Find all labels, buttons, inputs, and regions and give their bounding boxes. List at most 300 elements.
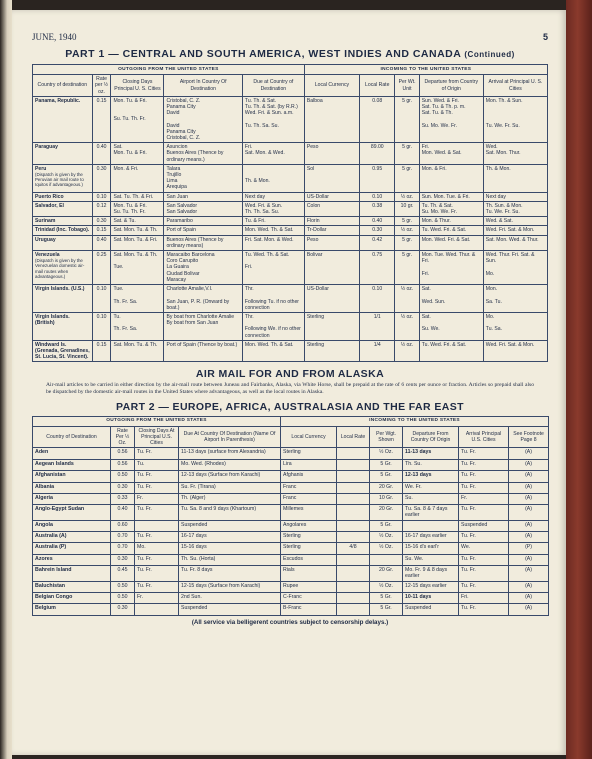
departure-cell: Mon. Tue. Wed. Thur. & Fri. Fri. (419, 251, 483, 285)
currency-cell: Franc (281, 482, 337, 493)
departure-cell: Su. (403, 493, 459, 504)
part1-continued: (Continued) (464, 50, 515, 59)
part1-title (32, 48, 548, 60)
part1-column-header: Country of destination (33, 75, 93, 97)
table-row (33, 532, 549, 543)
local-rate-cell: 1/4 (360, 340, 395, 362)
unit-cell: ½ oz. (395, 285, 419, 313)
local-rate-cell: 0.10 (360, 192, 395, 201)
page-number: 5 (542, 32, 548, 42)
table-row (33, 164, 548, 192)
unit-cell: ½ oz. (395, 226, 419, 235)
footnote-cell: (A) (509, 471, 549, 482)
arrival-cell: We. (459, 543, 509, 554)
arrival-cell: Tu. Fr. (459, 604, 509, 615)
country-cell (33, 96, 93, 142)
arrival-cell: Mon. Sa. Tu. (483, 285, 547, 313)
due-cell: 2nd Sun. (179, 593, 281, 604)
currency-cell: Peso (304, 235, 359, 250)
table-row (33, 604, 549, 615)
arrival-cell: Next day (483, 192, 547, 201)
due-cell: Tu. & Fri. (242, 217, 304, 226)
due-cell: Mon. Wed. Th. & Sat. (242, 226, 304, 235)
currency-cell: Colon (304, 201, 359, 216)
departure-cell: 15-16 d's earl'r (403, 543, 459, 554)
currency-cell: Franc (281, 493, 337, 504)
arrival-cell: Wed. & Sat. (483, 217, 547, 226)
departure-cell: Tu. Wed. Fri. & Sat. (419, 340, 483, 362)
part2-column-headers (33, 426, 549, 448)
arrival-cell: Tu. Fr. (459, 459, 509, 470)
arrival-cell: Th. & Mon. (483, 164, 547, 192)
due-cell: Th. Su. (Horta) (179, 554, 281, 565)
closing-days-cell (135, 604, 179, 615)
country-name: Uruguay (35, 236, 56, 243)
footnote-cell: (A) (509, 459, 549, 470)
departure-cell: 11-13 days (403, 448, 459, 459)
country-cell: Bahrein Island (33, 566, 111, 581)
country-cell (33, 285, 93, 313)
table-row (33, 520, 549, 531)
table-row (33, 566, 549, 581)
currency-cell: Sterling (281, 448, 337, 459)
closing-days-cell: Tu. Fr. (135, 505, 179, 520)
due-cell: Suspended (179, 604, 281, 615)
country-cell (33, 312, 93, 340)
arrival-cell: Fri. (459, 593, 509, 604)
rate-cell: 0.15 (92, 226, 111, 235)
part2-outgoing-header: OUTGOING FROM THE UNITED STATES (33, 416, 281, 426)
closing-days-cell: Sat. & Tu. (111, 217, 164, 226)
country-note: (Dispatch is given by the Peruvian air mail route to Iquitos if advantageous.) (35, 172, 84, 188)
part2-table (32, 416, 549, 616)
part2-title: PART 2 — EUROPE, AFRICA, AUSTRALASIA AND THE FAR EAST (116, 400, 464, 413)
due-cell: Suspended (179, 520, 281, 531)
due-cell: 16-17 days (179, 532, 281, 543)
closing-days-cell: Tu. (135, 459, 179, 470)
closing-days-cell: Mon. & Fri. (111, 164, 164, 192)
country-cell: Albania (33, 482, 111, 493)
departure-cell: Th. Su. (403, 459, 459, 470)
currency-cell: Angolares (281, 520, 337, 531)
footnote-cell: (A) (509, 493, 549, 504)
rate-cell: 0.12 (92, 201, 111, 216)
currency-cell: B-Franc (281, 604, 337, 615)
part2-column-header: Due At Country Of Destination (Name Of Airport In Parenthesis) (179, 426, 281, 448)
country-cell (33, 192, 93, 201)
arrival-cell: Mon. Th. & Sun. Tu. We. Fr. Su. (483, 96, 547, 142)
closing-days-cell: Tu. Fr. (135, 448, 179, 459)
local-rate-cell: 0.42 (360, 235, 395, 250)
due-cell: Thr. Following We. if no other connection (242, 312, 304, 340)
part2-column-header: Rate Per ½ Oz. (111, 426, 135, 448)
part1-column-header: Local Currency (304, 75, 359, 97)
country-name: Paraguay (35, 144, 58, 151)
book-spine (566, 0, 592, 759)
departure-cell: Sat. Wed. Sun. (419, 285, 483, 313)
due-cell: Wed. Fri. & Sun. Th. Th. Sa. Su. (242, 201, 304, 216)
local-rate-cell (337, 482, 370, 493)
arrival-cell: Tu. Fr. (459, 554, 509, 565)
currency-cell: Tr-Dollar (304, 226, 359, 235)
due-cell: Fri. Sat. Mon. & Wed. (242, 235, 304, 250)
currency-cell: Sterling (304, 312, 359, 340)
currency-cell: Florin (304, 217, 359, 226)
unit-cell: 10 Gr. (370, 493, 403, 504)
departure-cell: Tu. Wed. Fri. & Sat. (419, 226, 483, 235)
local-rate-cell (337, 554, 370, 565)
country-cell: Aegean Islands (33, 459, 111, 470)
rate-cell: 0.70 (111, 543, 135, 554)
closing-days-cell: Sat. Mon. Tu. & Th. (111, 340, 164, 362)
country-cell (33, 251, 93, 285)
table-row (33, 554, 549, 565)
due-cell: Th. (Alger) (179, 493, 281, 504)
country-cell: Angola (33, 520, 111, 531)
part2-incoming-header: INCOMING TO THE UNITED STATES (281, 416, 549, 426)
table-row (33, 251, 548, 285)
closing-days-cell: Mon. Tu. & Fri. Su. Tu. Th. Fr. (111, 96, 164, 142)
local-rate-cell (337, 448, 370, 459)
country-cell: Australia (P) (33, 543, 111, 554)
currency-cell: Peso (304, 143, 359, 165)
local-rate-cell (337, 505, 370, 520)
part1-column-header: Airport In Country Of Destination (164, 75, 242, 97)
airport-cell: Asuncion Buenos Aires (Thence by ordinary means.) (164, 143, 242, 165)
country-cell (33, 235, 93, 250)
country-name: Windward Is. (Grenada, Grenadines, St. Lucia, St. Vincent). (35, 341, 90, 361)
local-rate-cell: 89.00 (360, 143, 395, 165)
page-date: JUNE, 1940 (32, 32, 77, 42)
rate-cell: 0.45 (111, 566, 135, 581)
closing-days-cell: Tue. Th. Fr. Sa. (111, 285, 164, 313)
due-cell: Tu. Wed. Th. & Sat. Fri. (242, 251, 304, 285)
table-row (33, 217, 548, 226)
due-cell: Mon. Wed. Th. & Sat. (242, 340, 304, 362)
country-name: Virgin Islands. (British) (35, 313, 70, 327)
closing-days-cell: Sat. Mon. Tu. & Fri. (111, 143, 164, 165)
censorship-footnote: (All service via belligerent countries subject to censorship delays.) (191, 618, 389, 626)
closing-days-cell: Tu. Fr. (135, 532, 179, 543)
part1-column-header: Rate per ½ oz. (92, 75, 111, 97)
local-rate-cell: 1/1 (360, 312, 395, 340)
airport-cell: By boat from Charlotte Amalie By boat from San Juan (164, 312, 242, 340)
table-row (33, 459, 549, 470)
arrival-cell: Wed. Sat. Mon. Thur. (483, 143, 547, 165)
part2-column-header: See Footnote Page 8 (509, 426, 549, 448)
footnote-cell: (P) (509, 543, 549, 554)
unit-cell: 10 gr. (395, 201, 419, 216)
rate-cell: 0.50 (111, 471, 135, 482)
country-cell: Aden (33, 448, 111, 459)
rate-cell: 0.40 (92, 235, 111, 250)
table-row (33, 192, 548, 201)
country-cell (33, 340, 93, 362)
country-name: Virgin Islands. (U.S.) (35, 286, 85, 293)
unit-cell: ½ oz. (395, 192, 419, 201)
due-cell: 12-13 days (Surface from Karachi) (179, 471, 281, 482)
local-rate-cell: 0.38 (360, 201, 395, 216)
closing-days-cell: Tu. Fr. (135, 581, 179, 592)
airport-cell: Talara Trujillo Lima Arequipa (164, 164, 242, 192)
footnote-cell: (A) (509, 566, 549, 581)
airport-cell: Charlotte Amalie,V.I. San Juan, P. R. (Onward by boat.) (164, 285, 242, 313)
rate-cell: 0.10 (92, 192, 111, 201)
arrival-cell: Tu. Fr. (459, 471, 509, 482)
currency-cell: Afghanis (281, 471, 337, 482)
currency-cell: Lira (281, 459, 337, 470)
country-cell (33, 143, 93, 165)
arrival-cell: Th. Sun. & Mon. Tu. We. Fr. Su. (483, 201, 547, 216)
unit-cell: 5 Gr. (370, 471, 403, 482)
country-cell (33, 217, 93, 226)
due-cell: Tu. Sa. 8 and 9 days (Khartoum) (179, 505, 281, 520)
table-row (33, 471, 549, 482)
country-name: Salvador, El (35, 202, 64, 209)
country-cell: Afghanistan (33, 471, 111, 482)
closing-days-cell: Tu. Fr. (135, 471, 179, 482)
closing-days-cell: Tu. Fr. (135, 482, 179, 493)
closing-days-cell: Fr. (135, 493, 179, 504)
unit-cell: 5 gr. (395, 164, 419, 192)
rate-cell: 0.40 (111, 505, 135, 520)
footnote-cell: (A) (509, 554, 549, 565)
departure-cell: 12-15 days earlier (403, 581, 459, 592)
departure-cell: Tu. Th. & Sat. Su. Mo. We. Fr. (419, 201, 483, 216)
table-row (33, 235, 548, 250)
currency-cell: Sterling (281, 532, 337, 543)
departure-cell: Sun. Mon. Tue. & Fri. (419, 192, 483, 201)
closing-days-cell: Sat. Mon. Tu. & Fri. (111, 235, 164, 250)
arrival-cell: Wed. Fri. Sat. & Mon. (483, 226, 547, 235)
departure-cell: 10-11 days (403, 593, 459, 604)
departure-cell: Mon. & Thur. (419, 217, 483, 226)
departure-cell: Sat. Su. We. (419, 312, 483, 340)
table-row (33, 226, 548, 235)
part1-column-headers (33, 75, 548, 97)
unit-cell: 5 gr. (395, 217, 419, 226)
alaska-text: Air-mail articles to be carried in either direction by the air-mail route between Juneau and Fairbanks, Alaska, via White Horse, shall be prepaid at the rate of 6 cents per ounce or fraction. Articles so prepaid shall also be dispatched by the domestic air-mail routes in the United States where advantageous, as well as the local routes in Alaska. (46, 382, 534, 395)
currency-cell: Balboa (304, 96, 359, 142)
rate-cell: 0.30 (111, 482, 135, 493)
departure-cell (403, 520, 459, 531)
part2-rows (33, 448, 549, 616)
table-row (33, 201, 548, 216)
currency-cell: Sterling (304, 340, 359, 362)
country-cell: Australia (A) (33, 532, 111, 543)
rate-cell: 0.30 (92, 164, 111, 192)
local-rate-cell (337, 459, 370, 470)
part2-column-header: Country of Destination (33, 426, 111, 448)
country-cell: Baluchistan (33, 581, 111, 592)
airport-cell: Maracaibo Barcelona Coro Carupito La Guaira Ciudad Bolivar Maracay (164, 251, 242, 285)
part1-column-header: Closing Days Principal U. S. Cities (111, 75, 164, 97)
rate-cell: 0.15 (92, 340, 111, 362)
table-row (33, 482, 549, 493)
departure-cell: Suspended (403, 604, 459, 615)
binding-left-edge (0, 0, 12, 759)
country-name: Surinam (35, 218, 56, 225)
local-rate-cell (337, 604, 370, 615)
due-cell: Next day (242, 192, 304, 201)
table-row (33, 505, 549, 520)
local-rate-cell: 0.08 (360, 96, 395, 142)
country-cell: Belgian Congo (33, 593, 111, 604)
footnote-cell: (A) (509, 448, 549, 459)
unit-cell: ½ Oz. (370, 581, 403, 592)
part1-table (32, 64, 548, 362)
part2-column-header: Closing Days At Principal U.S. Cities (135, 426, 179, 448)
part1-rows (33, 96, 548, 362)
rate-cell: 0.50 (111, 593, 135, 604)
table-row (33, 493, 549, 504)
country-cell: Belgium (33, 604, 111, 615)
departure-cell: 16-17 days earlier (403, 532, 459, 543)
rate-cell: 0.30 (92, 217, 111, 226)
rate-cell: 0.30 (111, 604, 135, 615)
part2-column-header: Local Currency (281, 426, 337, 448)
due-cell: Fri. Sat. Mon. & Wed. (242, 143, 304, 165)
country-cell: Azores (33, 554, 111, 565)
currency-cell: C-Franc (281, 593, 337, 604)
unit-cell (370, 554, 403, 565)
local-rate-cell (337, 566, 370, 581)
country-cell (33, 164, 93, 192)
due-cell: Thr. Following Tu. if no other connection (242, 285, 304, 313)
currency-cell: US-Dollar (304, 192, 359, 201)
arrival-cell: Tu. Fr. (459, 482, 509, 493)
footnote-cell: (A) (509, 532, 549, 543)
arrival-cell: Tu. Fr. (459, 566, 509, 581)
local-rate-cell (337, 520, 370, 531)
part2-column-header: Arrival Principal U.S. Cities (459, 426, 509, 448)
footnote-cell: (A) (509, 482, 549, 493)
arrival-cell: Fr. (459, 493, 509, 504)
table-row (33, 448, 549, 459)
local-rate-cell: 0.10 (360, 285, 395, 313)
arrival-cell: Sat. Mon. Wed. & Thur. (483, 235, 547, 250)
unit-cell: ½ Oz. (370, 448, 403, 459)
currency-cell: Millemes (281, 505, 337, 520)
departure-cell: Mo. Fr. 9 & 8 days earlier (403, 566, 459, 581)
country-name: Peru (35, 165, 47, 172)
local-rate-cell (337, 532, 370, 543)
part1-title-text: PART 1 — CENTRAL AND SOUTH AMERICA, WEST INDIES AND CANADA (65, 48, 461, 60)
rate-cell: 0.56 (111, 448, 135, 459)
country-name: Trinidad (Inc. Tobago). (35, 227, 90, 234)
local-rate-cell: 0.30 (360, 226, 395, 235)
part1-column-header: Arrival at Principal U. S. Cities (483, 75, 547, 97)
table-row (33, 143, 548, 165)
rate-cell: 0.25 (92, 251, 111, 285)
unit-cell: ½ oz. (395, 312, 419, 340)
unit-cell: 5 Gr. (370, 593, 403, 604)
arrival-cell: Suspended (459, 520, 509, 531)
due-cell: Mo. Wed. (Rhodes) (179, 459, 281, 470)
closing-days-cell: Mo. (135, 543, 179, 554)
airport-cell: Buenos Aires (Thence by ordinary means) (164, 235, 242, 250)
closing-days-cell: Tu. Th. Fr. Sa. (111, 312, 164, 340)
table-row (33, 285, 548, 313)
rate-cell: 0.15 (92, 96, 111, 142)
departure-cell: Mon. & Fri. (419, 164, 483, 192)
table-row (33, 96, 548, 142)
due-cell: Su. Fr. (Tirana) (179, 482, 281, 493)
airport-cell: San Juan (164, 192, 242, 201)
table-row (33, 312, 548, 340)
part1-column-header: Departure from Country of Origin (419, 75, 483, 97)
unit-cell: 5 gr. (395, 251, 419, 285)
airport-cell: Port of Spain (164, 226, 242, 235)
unit-cell: 5 gr. (395, 143, 419, 165)
country-cell: Algeria (33, 493, 111, 504)
country-name: Panama, Republic. (35, 97, 81, 104)
document-page (12, 10, 566, 755)
currency-cell: Sterling (281, 543, 337, 554)
currency-cell: Rials (281, 566, 337, 581)
unit-cell: ½ oz. (395, 340, 419, 362)
footnote-cell: (A) (509, 505, 549, 520)
table-row (33, 543, 549, 554)
arrival-cell: Tu. Fr. (459, 532, 509, 543)
departure-cell: Su. We. (403, 554, 459, 565)
country-note: (Dispatch is given by the Venezuelan domestic air-mail routes when advantageous.) (35, 258, 85, 279)
currency-cell: Sol (304, 164, 359, 192)
airport-cell: Paramaribo (164, 217, 242, 226)
departure-cell: We. Fr. (403, 482, 459, 493)
departure-cell: Sun. Wed. & Fri. Sat. Tu. & Th. p. m. Sat. Tu. & Th. Su. Mo. We. Fr. (419, 96, 483, 142)
due-cell: 11-13 days (surface from Alexandria) (179, 448, 281, 459)
part2-column-header: Per Wgt. Shown (370, 426, 403, 448)
part1-column-header: Local Rate (360, 75, 395, 97)
unit-cell: 20 Gr. (370, 566, 403, 581)
country-cell (33, 201, 93, 216)
unit-cell: ½ Oz. (370, 543, 403, 554)
unit-cell: 5 Gr. (370, 459, 403, 470)
table-row (33, 340, 548, 362)
arrival-cell: Tu. Fr. (459, 581, 509, 592)
page-header (32, 32, 548, 42)
local-rate-cell: 0.75 (360, 251, 395, 285)
arrival-cell: Wed. Thur. Fri. Sat. & Sun. Mo. (483, 251, 547, 285)
departure-cell: 12-13 days (403, 471, 459, 482)
footnote-cell: (A) (509, 604, 549, 615)
due-cell: Tu. Th. & Sat. Tu. Th. & Sat. (by R.R.) Wed. Fri. & Sun. a.m. Tu. Th. Sa. Su. (242, 96, 304, 142)
unit-cell: 5 gr. (395, 96, 419, 142)
rate-cell: 0.33 (111, 493, 135, 504)
table-row (33, 593, 549, 604)
local-rate-cell: 0.95 (360, 164, 395, 192)
rate-cell: 0.10 (92, 312, 111, 340)
rate-cell: 0.50 (111, 581, 135, 592)
currency-cell: US-Dollar (304, 285, 359, 313)
unit-cell: 5 Gr. (370, 604, 403, 615)
footnote-cell: (A) (509, 581, 549, 592)
airport-cell: Cristobal, C. Z. Panama City David David Panama City Cristobal, C. Z. (164, 96, 242, 142)
closing-days-cell: Tu. Fr. (135, 566, 179, 581)
arrival-cell: Tu. Fr. (459, 505, 509, 520)
currency-cell: Escudos (281, 554, 337, 565)
closing-days-cell: Tu. Fr. (135, 554, 179, 565)
country-cell: Anglo-Egypt Sudan (33, 505, 111, 520)
closing-days-cell: Fr. (135, 593, 179, 604)
due-cell: 12-15 days (Surface from Karachi) (179, 581, 281, 592)
closing-days-cell (135, 520, 179, 531)
unit-cell: 20 Gr. (370, 505, 403, 520)
part1-incoming-header: INCOMING TO THE UNITED STATES (304, 65, 547, 75)
part2-column-header: Departure From Country Of Origin (403, 426, 459, 448)
due-cell: Tu. Fr. 8 days (179, 566, 281, 581)
